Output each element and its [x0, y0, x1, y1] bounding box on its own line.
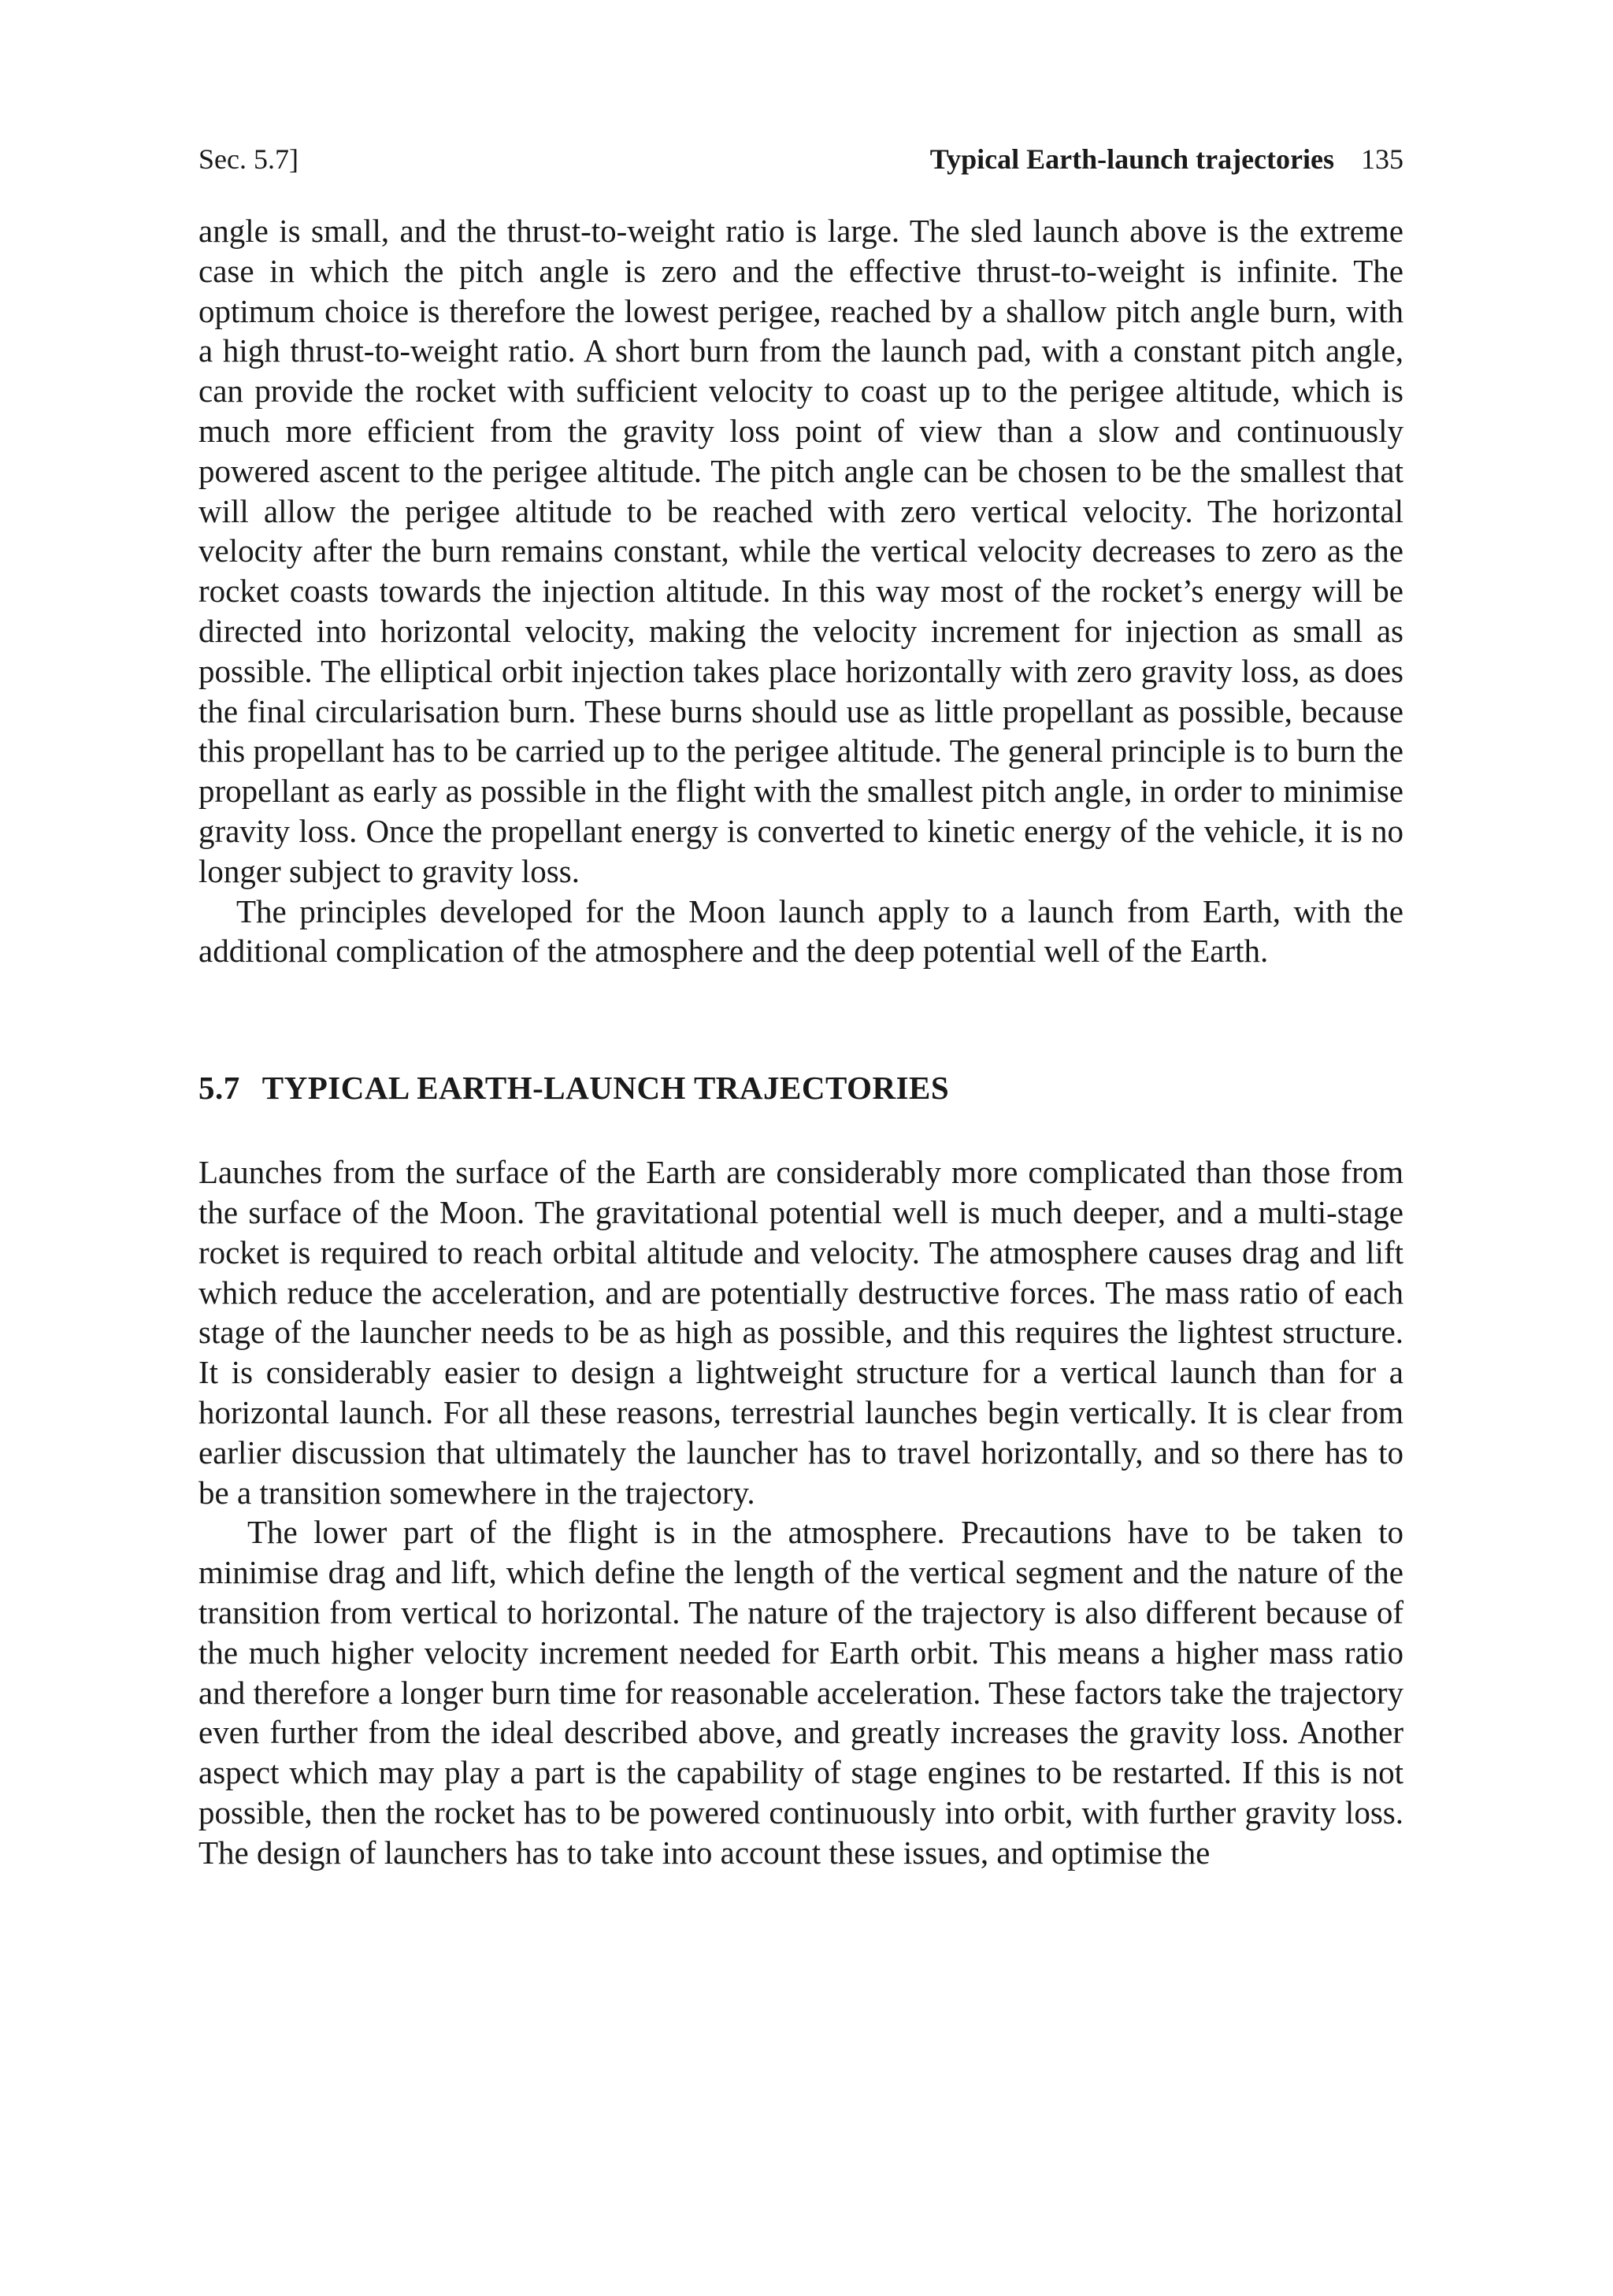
running-head — [198, 140, 1403, 178]
section-title: TYPICAL EARTH-LAUNCH TRAJECTORIES — [261, 1070, 950, 1107]
paragraph-continued: angle is small, and the thrust-to-weight ratio is large. The sled launch above is the extreme case in which the pitch angle is zero and the effective thrust-to-weight is infinite. The optimum choice is therefore the lowest perigee, reached by a shallow pitch angle burn, with a high thrust-to-weight ratio. A short burn from the launch pad, with a constant pitch angle, can provide the rocket with sufficient velocity to coast up to the perigee altitude, which is much more efficient from the gravity loss point of view than a slow and continuously powered ascent to the perigee altitude. The pitch angle can be chosen to be the smallest that will allow the perigee altitude to be reached with zero vertical velocity. The horizontal velocity after the burn remains constant, while the vertical velocity decreases to zero as the rocket coasts towards the injection altitude. In this way most of the rocket’s energy will be directed into horizontal velocity, making the velocity increment for injection as small as possible. The elliptical orbit injection takes place horizontally with zero gravity loss, as does the final circularisation burn. These burns should use as little propellant as possible, because this propellant has to be carried up to the perigee altitude. The general principle is to burn the propellant as early as possible in the flight with the smallest pitch angle, in order to minimise gravity loss. Once the propellant energy is converted to kinetic energy of the vehicle, it is no longer subject to gravity loss. — [198, 213, 1403, 889]
section-number: 5.7 — [198, 1070, 240, 1107]
paragraph-earth-launches: Launches from the surface of the Earth are considerably more complicated than those from the surface of the Moon. The gravitational potential well is much deeper, and a multi-stage rocket is required to reach orbital altitude and velocity. The atmosphere causes drag and lift which reduce the acceleration, and are potentially destructive forces. The mass ratio of each stage of the launcher needs to be as high as possible, and this requires the lightest structure. It is considerably easier to design a lightweight structure for a vertical launch than for a horizontal launch. For all these reasons, terrestrial launches begin vertically. It is clear from earlier discussion that ultimately the launcher has to travel horizontally, and so there has to be a transition somewhere in the trajectory. — [198, 1154, 1403, 1511]
book-page — [198, 140, 1403, 1872]
paragraph-lower-flight: The lower part of the flight is in the atmosphere. Precautions have to be taken to minimise drag and lift, which define the length of the vertical segment and the nature of the transition from vertical to horizontal. The nature of the trajectory is also different because of the much higher velocity increment needed for Earth orbit. This means a higher mass ratio and therefore a longer burn time for reasonable acceleration. These factors take the trajectory even further from the ideal described above, and greatly increases the gravity loss. Another aspect which may play a part is the capability of stage engines to be restarted. If this is not possible, then the rocket has to be powered continuously into orbit, with further gravity loss. The design of launchers has to take into account these issues, and optimise the — [198, 1514, 1403, 1871]
section-reference: Sec. 5.7] — [198, 143, 298, 175]
running-title-group — [930, 140, 1403, 178]
paragraph-moon-principles: The principles developed for the Moon launch apply to a launch from Earth, with the additional complication of the atmosphere and the deep potential well of the Earth. — [198, 892, 1403, 970]
section-heading — [198, 1067, 1403, 1108]
running-title: Typical Earth-launch trajectories — [929, 143, 1334, 175]
page-number: 135 — [1361, 143, 1403, 175]
